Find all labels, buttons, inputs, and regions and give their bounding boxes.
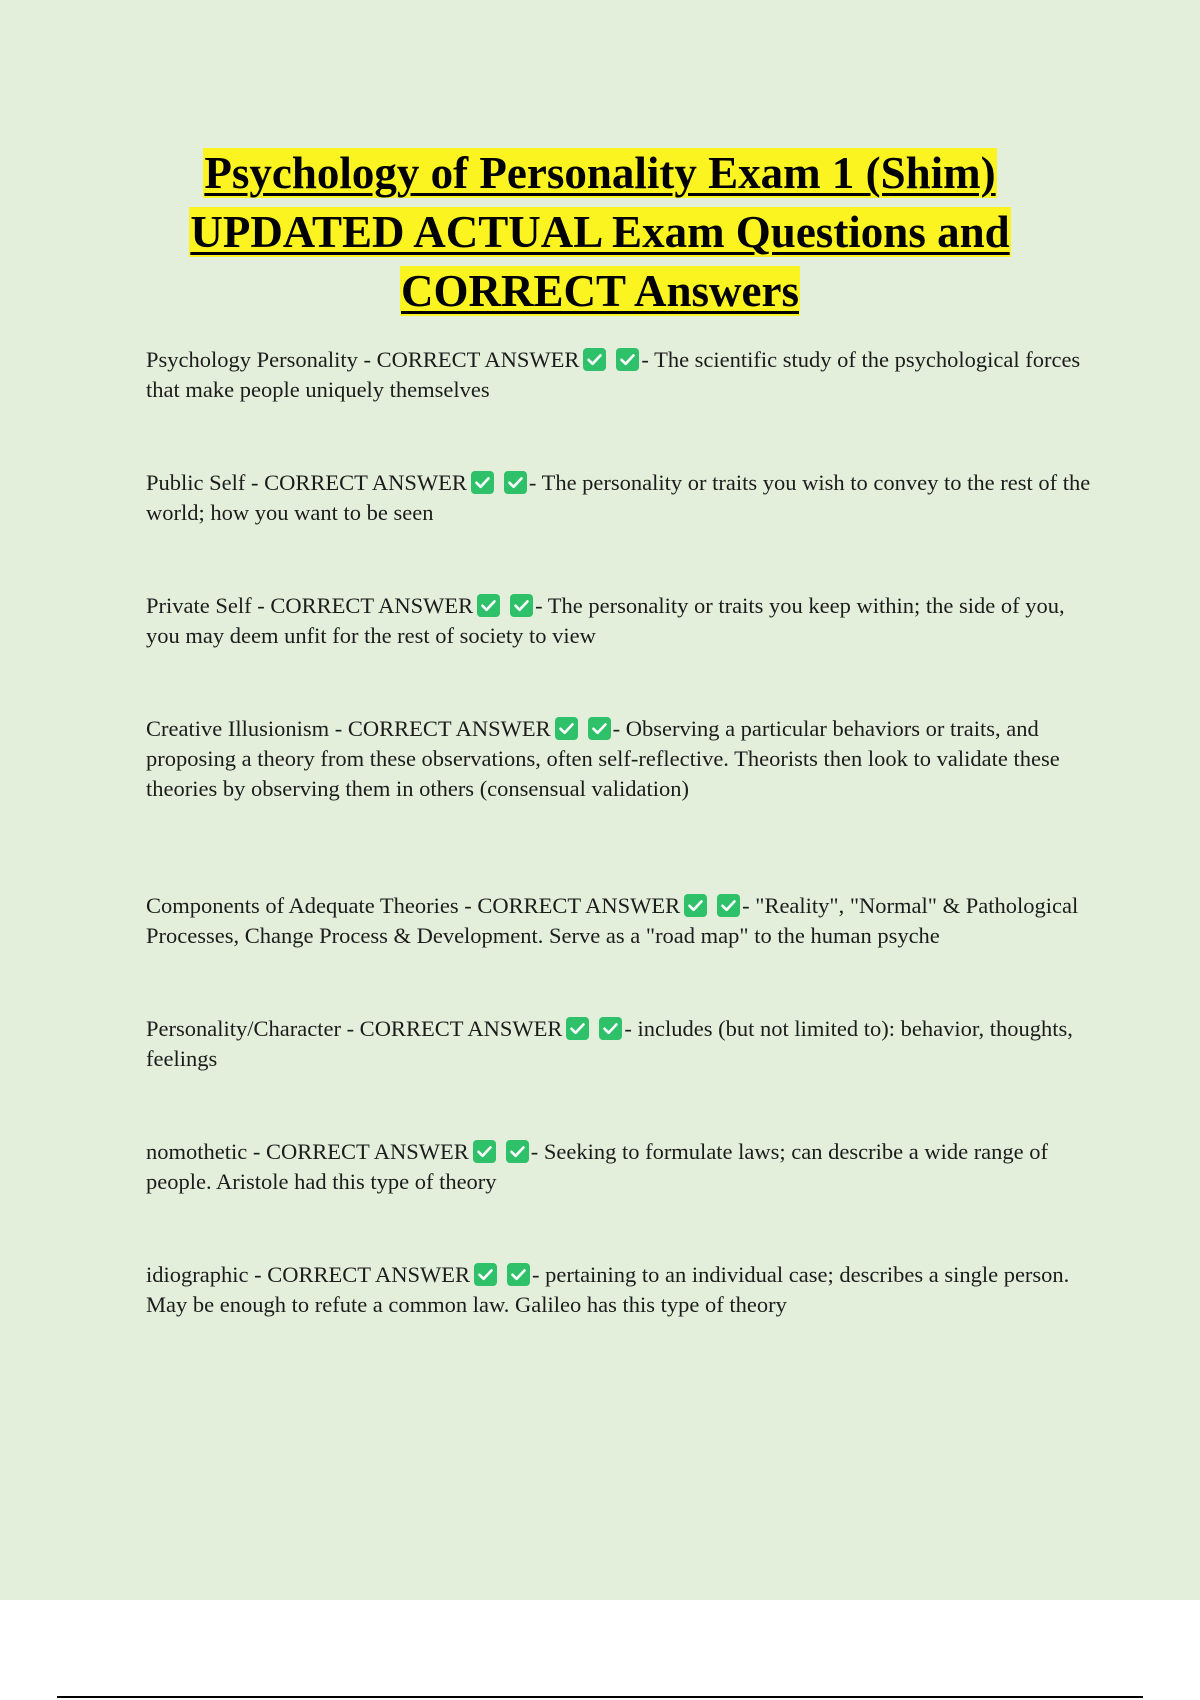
qa-entry: [146, 345, 1096, 405]
qa-entry: [146, 714, 1096, 804]
check-mark-icon: [507, 1263, 530, 1286]
check-mark-icon: [474, 1263, 497, 1286]
correct-answer-label: - CORRECT ANSWER: [252, 1139, 469, 1164]
check-mark-icon: [566, 1017, 589, 1040]
qa-entry: [146, 468, 1096, 528]
check-mark-icon: [599, 1017, 622, 1040]
check-mark-icon: [504, 471, 527, 494]
qa-entry: [146, 591, 1096, 651]
check-mark-icon: [471, 471, 494, 494]
check-mark-icon: [555, 717, 578, 740]
qa-entry: [146, 1014, 1096, 1074]
qa-definition: - "Reality", "Normal" & Pathological Processes, Change Process & Development. Serve as a "road map" to the human psyche: [146, 893, 1079, 948]
check-mark-icon: [583, 348, 606, 371]
qa-term: Creative Illusionism: [146, 716, 330, 741]
title-line-3: CORRECT Answers: [401, 266, 799, 316]
check-mark-icon: [477, 594, 500, 617]
qa-definition: - Observing a particular behaviors or traits, and proposing a theory from these observations, often self-reflective. Theorists then look to validate these theories by observing them in others (consensual validation): [146, 716, 1060, 801]
correct-answer-label: - CORRECT ANSWER: [251, 470, 467, 495]
qa-term: Personality/Character: [146, 1016, 341, 1041]
qa-term: Psychology Personality: [146, 347, 358, 372]
correct-answer-label: - CORRECT ANSWER: [334, 716, 551, 741]
qa-entry: [146, 1260, 1096, 1320]
qa-definition: - includes (but not limited to): behavior, thoughts, feelings: [146, 1016, 1073, 1071]
check-mark-icon: [473, 1140, 496, 1163]
check-mark-icon: [588, 717, 611, 740]
document-title: [100, 144, 1100, 321]
qa-definition: - The personality or traits you wish to convey to the rest of the world; how you want to be seen: [146, 470, 1091, 525]
title-line-1: Psychology of Personality Exam 1 (Shim): [204, 148, 996, 198]
title-line-2: UPDATED ACTUAL Exam Questions and: [190, 207, 1010, 257]
footer-divider: [57, 1696, 1143, 1698]
correct-answer-label: - CORRECT ANSWER: [254, 1262, 470, 1287]
check-mark-icon: [717, 894, 740, 917]
qa-definition: - The scientific study of the psychological forces that make people uniquely themselves: [146, 347, 1081, 402]
correct-answer-label: - CORRECT ANSWER: [464, 893, 681, 918]
qa-term: idiographic: [146, 1262, 249, 1287]
correct-answer-label: - CORRECT ANSWER: [257, 593, 474, 618]
qa-definition: - The personality or traits you keep within; the side of you, you may deem unfit for the rest of society to view: [146, 593, 1065, 648]
qa-entry: [146, 891, 1096, 951]
check-mark-icon: [510, 594, 533, 617]
qa-definition: - Seeking to formulate laws; can describe a wide range of people. Aristole had this type of theory: [146, 1139, 1049, 1194]
check-mark-icon: [506, 1140, 529, 1163]
qa-term: Components of Adequate Theories: [146, 893, 459, 918]
qa-definition: - pertaining to an individual case; describes a single person. May be enough to refute a common law. Galileo has this type of theory: [146, 1262, 1070, 1317]
check-mark-icon: [684, 894, 707, 917]
qa-term: nomothetic: [146, 1139, 248, 1164]
qa-term: Private Self: [146, 593, 252, 618]
correct-answer-label: - CORRECT ANSWER: [346, 1016, 563, 1041]
qa-entry: [146, 1137, 1096, 1197]
correct-answer-label: - CORRECT ANSWER: [363, 347, 580, 372]
qa-term: Public Self: [146, 470, 246, 495]
qa-entry-list: [146, 345, 1096, 1320]
check-mark-icon: [616, 348, 639, 371]
